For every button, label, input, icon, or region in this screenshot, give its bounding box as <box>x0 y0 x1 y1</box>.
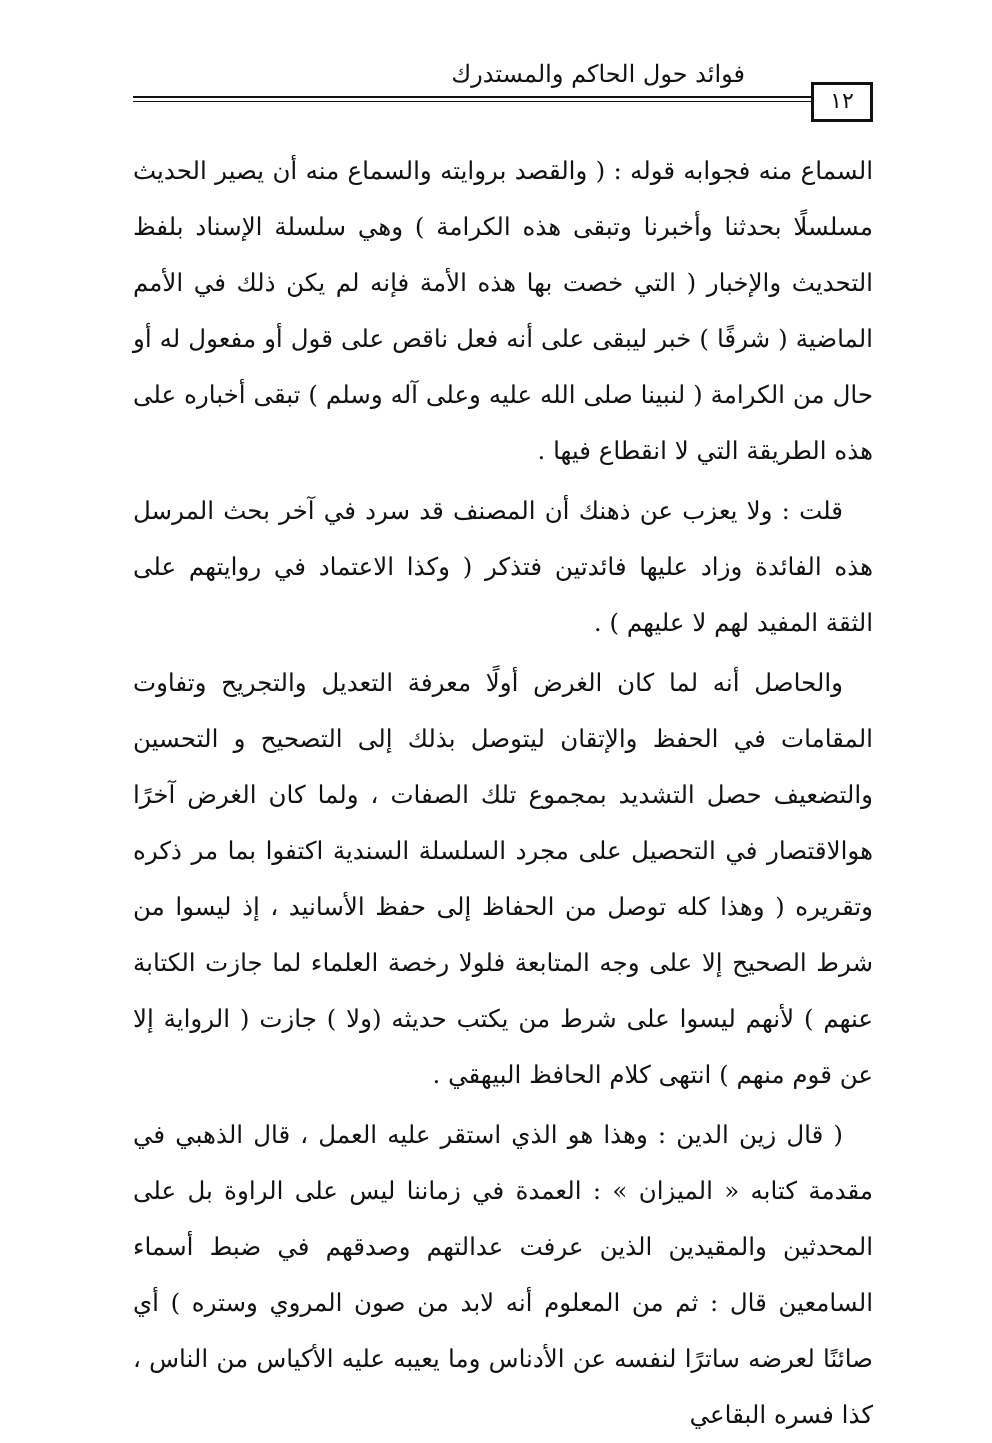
running-title: فوائد حول الحاكم والمستدرك <box>451 60 745 88</box>
paragraph: ( قال زين الدين : وهذا هو الذي استقر عليه العمل ، قال الذهبي في مقدمة كتابه « الميزان » : العمدة في زماننا ليس على الراوة بل على المحدثين والمقيدين الذين عرفت عدالتهم وصدقهم في ضبط أسماء السامعين قال : ثم من المعلوم أنه لابد من صون المروي وستره ) أي صائنًا لعرضه ساترًا لنفسه عن الأدناس وما يعيبه عليه الأكياس من الناس ، كذا فسره البقاعي <box>133 1120 873 1429</box>
header-rule <box>133 96 873 98</box>
paragraph: والحاصل أنه لما كان الغرض أولًا معرفة التعديل والتجريح وتفاوت المقامات في الحفظ والإتقان ليتوصل بذلك إلى التصحيح و التحسين والتضعيف حصل التشديد بمجموع تلك الصفات ، ولما كان الغرض آخرًا هوالاقتصار في التحصيل على مجرد السلسلة السندية اكتفوا بما مر ذكره وتقريره ( وهذا كله توصل من الحفاظ إلى حفظ الأسانيد ، إذ ليسوا من شرط الصحيح إلا على وجه المتابعة فلولا رخصة العلماء لما جازت الكتابة عنهم ) لأنهم ليسوا على شرط من يكتب حديثه (ولا ) جازت ( الرواية إلا عن قوم منهم ) انتهى كلام الحافظ البيهقي . <box>133 668 873 1089</box>
header-rule-thin <box>133 101 873 102</box>
body-text <box>133 143 873 1443</box>
paragraph: السماع منه فجوابه قوله : ( والقصد بروايته والسماع منه أن يصير الحديث مسلسلًا بحدثنا وأخبرنا وتبقى هذه الكرامة ) وهي سلسلة الإسناد بلفظ التحديث والإخبار ( التي خصت بها هذه الأمة فإنه لم يكن ذلك في الأمم الماضية ( شرفًا ) خبر ليبقى على أنه فعل ناقص على قول أو مفعول له أو حال من الكرامة ( لنبينا صلى الله عليه وعلى آله وسلم ) تبقى أخباره على هذه الطريقة التي لا انقطاع فيها . <box>133 156 873 465</box>
page-header <box>133 55 873 125</box>
page-number: ١٢ <box>811 82 873 122</box>
paragraph: قلت : ولا يعزب عن ذهنك أن المصنف قد سرد في آخر بحث المرسل هذه الفائدة وزاد عليها فائدتين فتذكر ( وكذا الاعتماد في روايتهم على الثقة المفيد لهم لا عليهم ) . <box>133 496 873 637</box>
